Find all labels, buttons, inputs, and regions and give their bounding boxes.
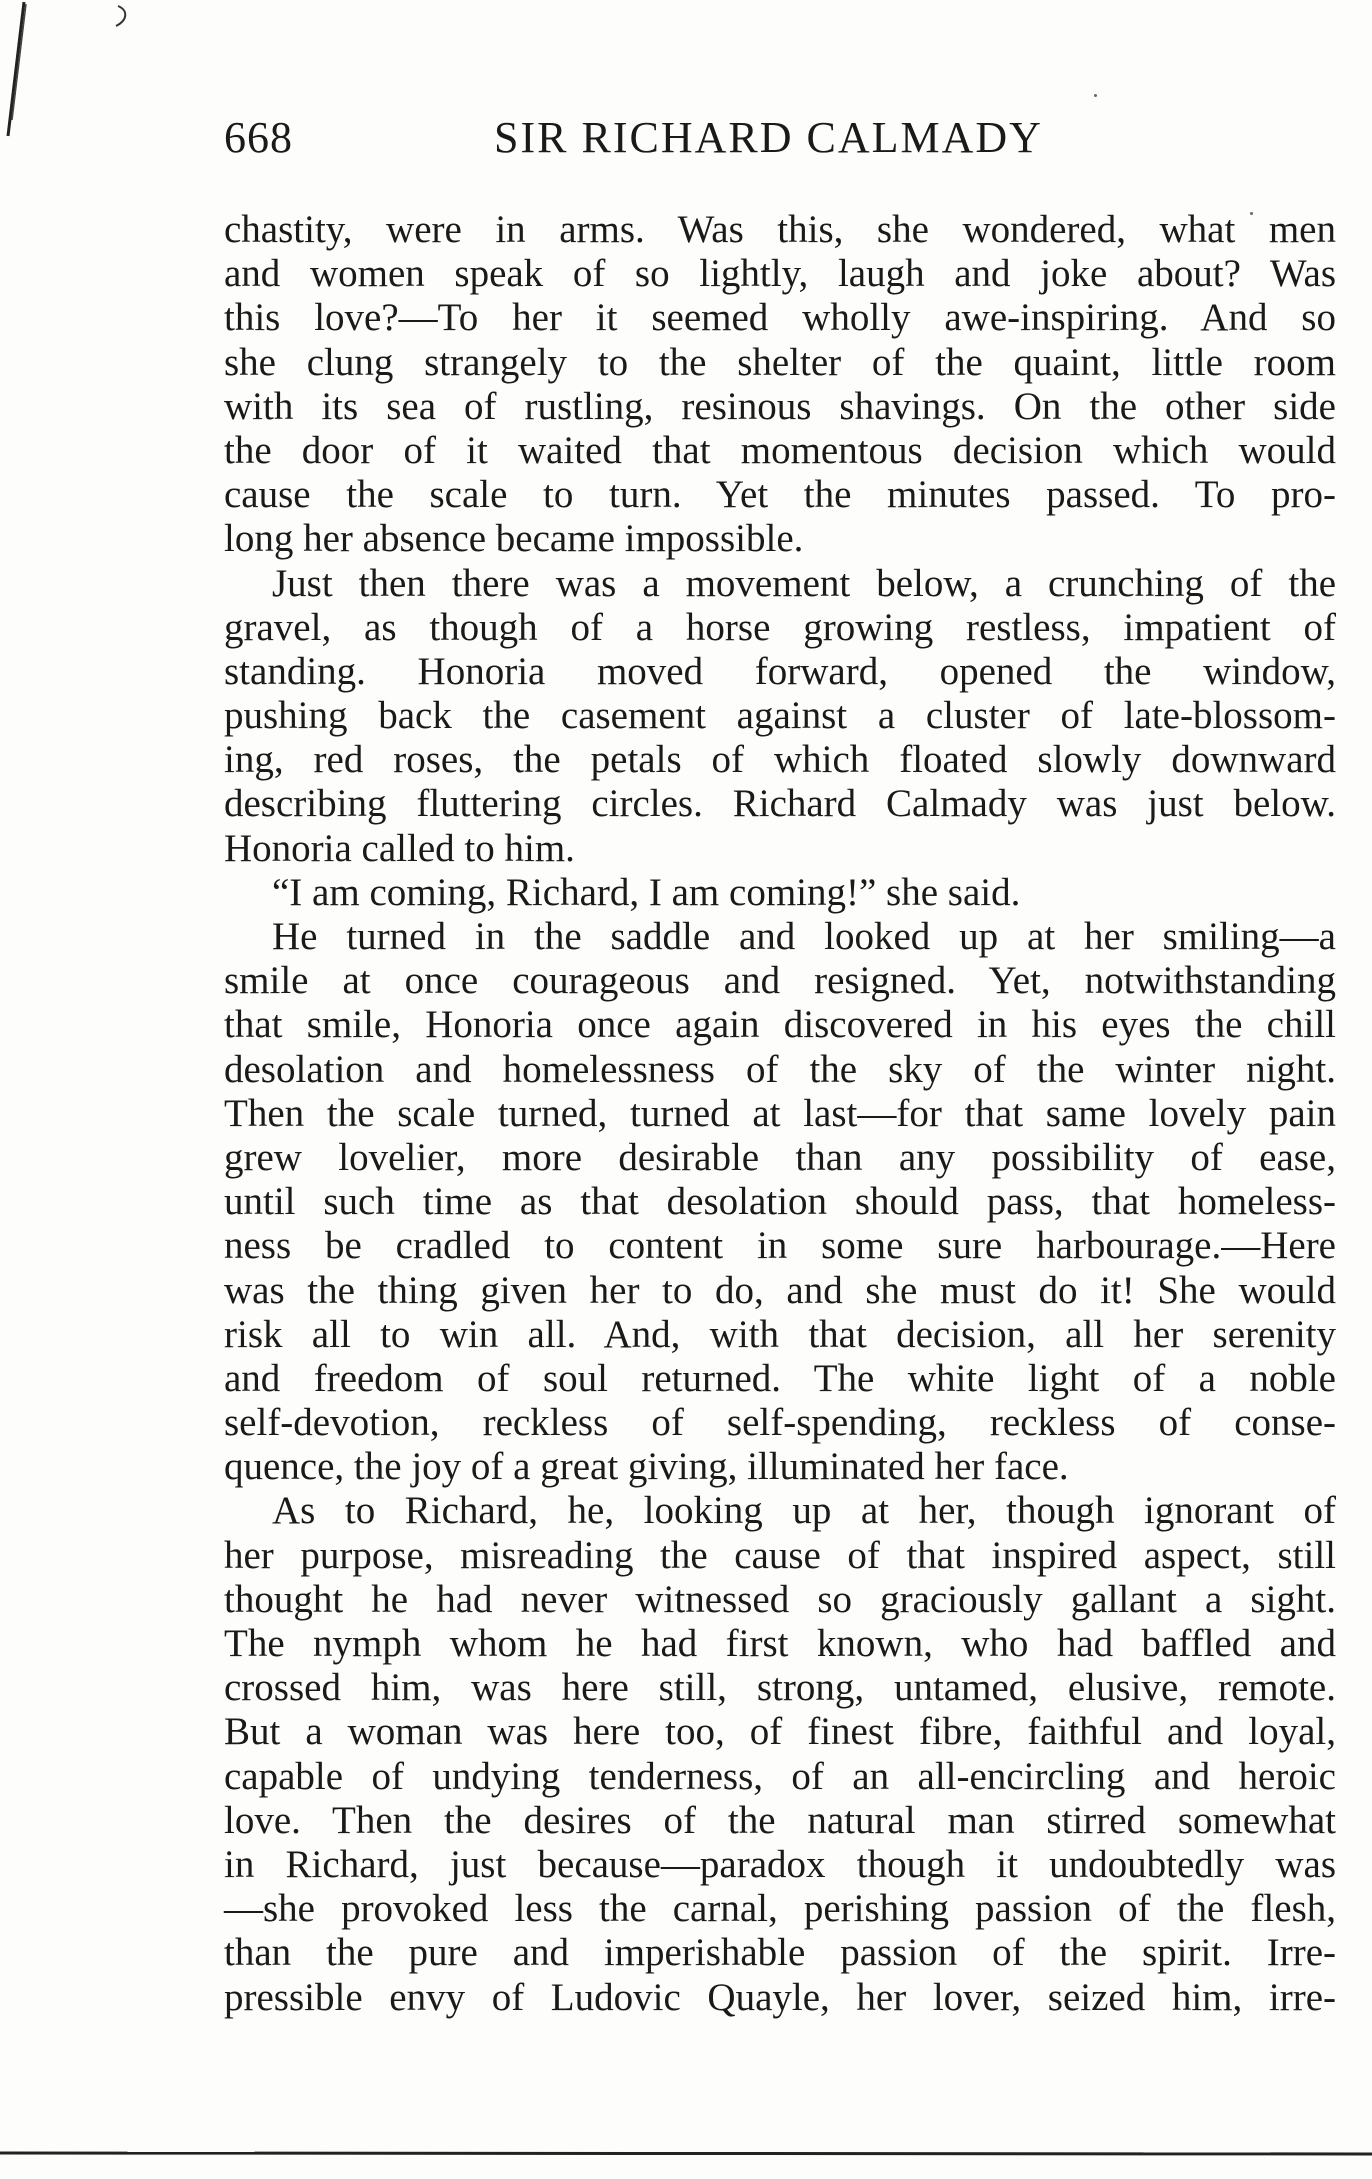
text-line: and freedom of soul returned. The white light of a noble bbox=[224, 1356, 1336, 1400]
text-line: self-devotion, reckless of self-spending, reckless of conse- bbox=[224, 1401, 1336, 1445]
text-line: Honoria called to him. bbox=[224, 826, 575, 870]
text-line: love. Then the desires of the natural man stirred somewhat bbox=[224, 1798, 1336, 1842]
text-line: smile at once courageous and resigned. Yet, notwithstanding bbox=[224, 959, 1336, 1003]
text-line: than the pure and imperishable passion of the spirit. Irre- bbox=[224, 1931, 1336, 1975]
body-text bbox=[224, 208, 1336, 2020]
text-line: until such time as that desolation should pass, that homeless- bbox=[224, 1180, 1336, 1224]
text-line: pushing back the casement against a cluster of late-blossom- bbox=[224, 694, 1336, 738]
text-line: gravel, as though of a horse growing restless, impatient of bbox=[224, 605, 1336, 649]
text-line: —she provoked less the carnal, perishing passion of the flesh, bbox=[224, 1887, 1336, 1931]
text-line: pressible envy of Ludovic Quayle, her lover, seized him, irre- bbox=[224, 1975, 1336, 2019]
text-line: this love?—To her it seemed wholly awe-inspiring. And so bbox=[224, 296, 1336, 340]
text-line: long her absence became impossible. bbox=[224, 517, 804, 561]
text-line: chastity, were in arms. Was this, she wondered, what men bbox=[224, 208, 1336, 251]
text-line: Then the scale turned, turned at last—for that same lovely pain bbox=[224, 1091, 1336, 1135]
text-line: and women speak of so lightly, laugh and joke about? Was bbox=[224, 252, 1336, 296]
text-line: As to Richard, he, looking up at her, though ignorant of bbox=[272, 1489, 1336, 1533]
text-line: crossed him, was here still, strong, untamed, elusive, remote. bbox=[224, 1666, 1336, 1710]
text-line: capable of undying tenderness, of an all-encircling and heroic bbox=[224, 1754, 1336, 1798]
text-line: ness be cradled to content in some sure harbourage.—Here bbox=[224, 1224, 1336, 1268]
text-line: her purpose, misreading the cause of that inspired aspect, still bbox=[224, 1533, 1336, 1577]
text-line: in Richard, just because—paradox though it undoubtedly was bbox=[224, 1842, 1336, 1886]
text-line: that smile, Honoria once again discovered in his eyes the chill bbox=[224, 1003, 1336, 1047]
text-line: But a woman was here too, of finest fibre, faithful and loyal, bbox=[224, 1710, 1336, 1754]
text-line: with its sea of rustling, resinous shavings. On the other side bbox=[224, 384, 1336, 428]
text-line: standing. Honoria moved forward, opened the window, bbox=[224, 649, 1336, 693]
text-line: ing, red roses, the petals of which floated slowly downward bbox=[224, 738, 1336, 782]
text-line: thought he had never witnessed so graciously gallant a sight. bbox=[224, 1577, 1336, 1621]
text-line: “I am coming, Richard, I am coming!” she said. bbox=[272, 870, 1021, 914]
text-line: desolation and homelessness of the sky of the winter night. bbox=[224, 1047, 1336, 1091]
text-line: risk all to win all. And, with that decision, all her serenity bbox=[224, 1312, 1336, 1356]
text-line: cause the scale to turn. Yet the minutes passed. To pro- bbox=[224, 473, 1336, 517]
text-line: quence, the joy of a great giving, illuminated her face. bbox=[224, 1445, 1069, 1489]
margin-scribble-icon bbox=[112, 4, 136, 30]
running-title: SIR RICHARD CALMADY bbox=[494, 113, 1043, 162]
page-bottom-edge bbox=[0, 2150, 1372, 2157]
text-line: grew lovelier, more desirable than any possibility of ease, bbox=[224, 1135, 1336, 1179]
page-number: 668 bbox=[224, 113, 293, 162]
text-line: describing fluttering circles. Richard Calmady was just below. bbox=[224, 782, 1336, 826]
text-line: Just then there was a movement below, a crunching of the bbox=[272, 561, 1336, 605]
pencil-mark-icon bbox=[2, 0, 30, 140]
text-line: the door of it waited that momentous decision which would bbox=[224, 428, 1336, 472]
text-line: The nymph whom he had first known, who had baffled and bbox=[224, 1622, 1336, 1665]
text-line: she clung strangely to the shelter of the quaint, little room bbox=[224, 340, 1336, 384]
speck bbox=[1094, 94, 1097, 97]
text-line: was the thing given her to do, and she must do it! She would bbox=[224, 1268, 1336, 1312]
text-line: He turned in the saddle and looked up at her smiling—a bbox=[272, 915, 1336, 958]
